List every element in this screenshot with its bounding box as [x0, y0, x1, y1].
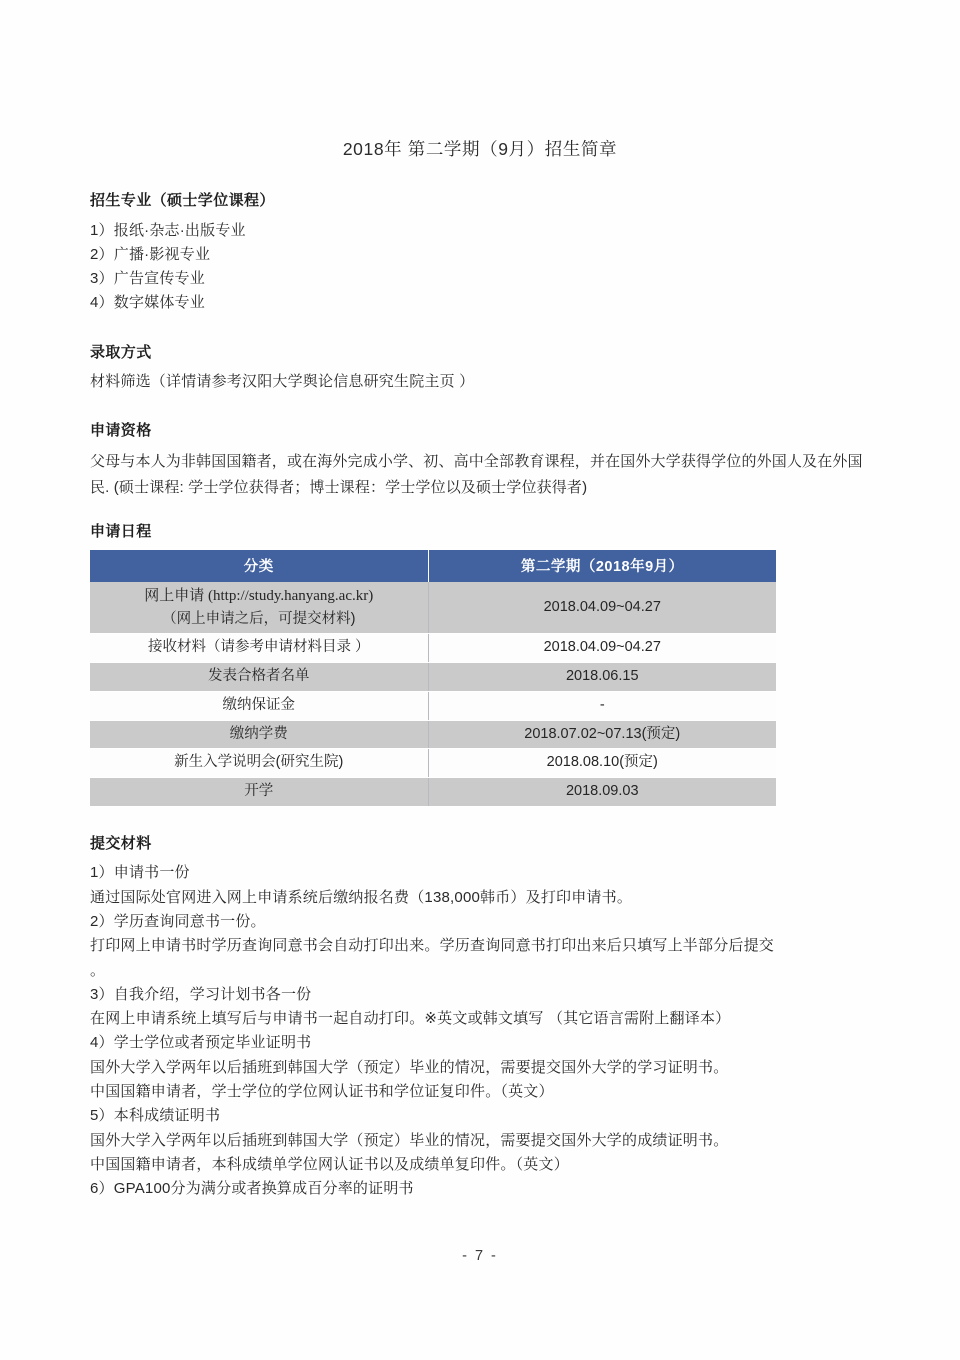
section-heading-qualification: 申请资格 [90, 422, 152, 440]
cell-value: - [428, 691, 776, 720]
document-line-4: 打印网上申请书时学历查询同意书会自动打印出来。学历查询同意书打印出来后只填写上半部分后提交 [90, 937, 775, 955]
page-number: - 7 - [462, 1248, 498, 1264]
document-line-7: 在网上申请系统上填写后与申请书一起自动打印。※英文或韩文填写 （其它语言需附上翻译本） [90, 1010, 731, 1028]
section-schedule [90, 521, 866, 807]
document-line-10: 中国国籍申请者，学士学位的学位网认证书和学位证复印件。（英文） [90, 1083, 554, 1101]
cell-value: 2018.09.03 [428, 778, 776, 807]
document-line-8: 4）学士学位或者预定毕业证明书 [90, 1034, 312, 1052]
cell-value: 2018.04.09~04.27 [428, 582, 776, 634]
schedule-table-body [90, 582, 776, 807]
section-admission-method [90, 342, 866, 395]
document-body [90, 190, 866, 1202]
cell-category: 新生入学说明会(研究生院) [90, 749, 428, 778]
cell-value: 2018.08.10(预定) [428, 749, 776, 778]
section-majors [90, 190, 866, 316]
table-row [90, 749, 776, 778]
document-line-13: 中国国籍申请者，本科成绩单学位网认证书以及成绩单复印件。（英文） [90, 1155, 569, 1173]
major-item-4: 4）数字媒体专业 [90, 294, 205, 312]
spacer [90, 501, 866, 521]
section-heading-schedule: 申请日程 [90, 523, 152, 541]
column-header-semester: 第二学期（2018年9月） [428, 550, 776, 582]
cell-value: 2018.07.02~07.13(预定) [428, 720, 776, 749]
admission-method-body: 材料筛选（详情请参考汉阳大学舆论信息研究生院主页 ） [90, 373, 475, 391]
document-line-14: 6）GPA100分为满分或者换算成百分率的证明书 [90, 1180, 414, 1198]
qualification-body: 父母与本人为非韩国国籍者，或在海外完成小学、初、高中全部教育课程，并在国外大学获得学位的外国人及在外国民. (硕士课程: 学士学位获得者；博士课程：学士学位以及硕士学位获得者) [90, 452, 863, 497]
cell-value: 2018.06.15 [428, 663, 776, 692]
document-line-11: 5）本科成绩证明书 [90, 1107, 221, 1125]
document-line-1: 1）申请书一份 [90, 864, 190, 882]
document-line-5: 。 [90, 961, 106, 979]
table-row [90, 663, 776, 692]
column-header-category: 分类 [90, 550, 428, 582]
table-row [90, 778, 776, 807]
cell-category: 发表合格者名单 [90, 663, 428, 692]
cell-category-sub: （网上申请之后，可提交材料) [162, 610, 356, 627]
document-line-2: 通过国际处官网进入网上申请系统后缴纳报名费（138,000韩币）及打印申请书。 [90, 888, 633, 906]
table-row [90, 582, 776, 634]
cell-category: 接收材料（请参考申请材料目录 ） [90, 634, 428, 663]
section-heading-majors: 招生专业（硕士学位课程） [90, 192, 275, 209]
document-line-3: 2）学历查询同意书一份。 [90, 912, 266, 930]
spacer [90, 394, 866, 420]
major-item-2: 2）广播·影视专业 [90, 245, 211, 263]
spacer [90, 316, 866, 342]
schedule-table [90, 550, 776, 807]
table-header-row [90, 550, 776, 582]
section-qualification [90, 420, 866, 501]
cell-category-main: 网上申请 (http://study.hanyang.ac.kr) [144, 587, 374, 604]
major-item-3: 3）广告宣传专业 [90, 270, 205, 288]
spacer [90, 807, 866, 833]
table-row [90, 634, 776, 663]
cell-value: 2018.04.09~04.27 [428, 634, 776, 663]
cell-category: 缴纳保证金 [90, 691, 428, 720]
document-line-12: 国外大学入学两年以后插班到韩国大学（预定）毕业的情况，需要提交国外大学的成绩证明书。 [90, 1131, 729, 1149]
major-item-1: 1）报纸·杂志·出版专业 [90, 221, 246, 239]
document-line-9: 国外大学入学两年以后插班到韩国大学（预定）毕业的情况，需要提交国外大学的学习证明书。 [90, 1058, 729, 1076]
document-line-6: 3）自我介绍，学习计划书各一份 [90, 985, 312, 1003]
section-heading-documents: 提交材料 [90, 834, 152, 852]
cell-category: 开学 [90, 778, 428, 807]
section-heading-admission-method: 录取方式 [90, 343, 152, 361]
section-documents [90, 833, 866, 1202]
cell-category: 缴纳学费 [90, 720, 428, 749]
table-row [90, 720, 776, 749]
cell-category [90, 582, 428, 634]
page-title: 2018年 第二学期（9月）招生简章 [342, 139, 618, 159]
table-row [90, 691, 776, 720]
